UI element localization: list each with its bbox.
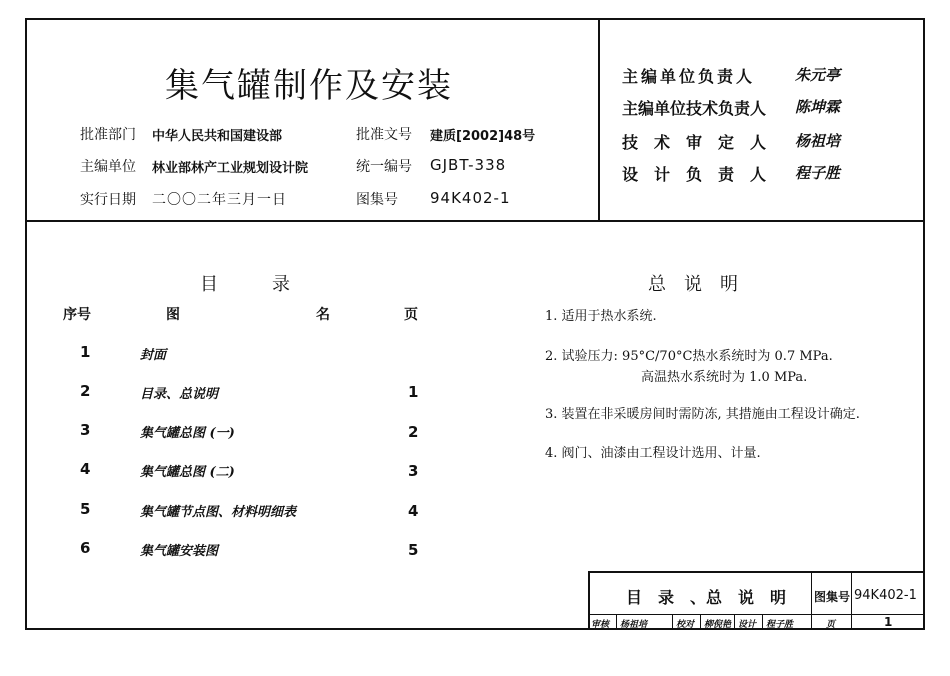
header-split-line (598, 18, 600, 221)
design-label: 设计 (738, 620, 757, 630)
header-divider (25, 220, 925, 222)
toc-row-no: 4 (80, 460, 91, 478)
sheet-title: 目 录 、总 说 明 (626, 588, 787, 607)
atlas-no-label: 图集号 (356, 192, 398, 208)
title-block-left-line (588, 571, 590, 630)
responsible-role-3: 技术审定人 (622, 133, 783, 152)
toc-row-name: 集气罐节点图、材料明细表 (140, 505, 297, 520)
title-block-mid-line (588, 614, 925, 615)
editor-unit-label: 主编单位 (80, 159, 136, 175)
toc-col-page: 页 (404, 307, 418, 323)
approval-doc-value: 建质[2002]48号 (430, 129, 536, 144)
toc-row-page: 4 (408, 502, 419, 520)
page-value: 1 (884, 615, 893, 629)
title-block-atlas-split (811, 571, 812, 630)
toc-row-name: 集气罐总图 (二) (140, 465, 235, 480)
title-block-sig-split-5 (762, 614, 763, 630)
title-block-top-line (588, 571, 925, 573)
toc-row-page: 2 (408, 423, 419, 441)
check-signature: 柳倪艳 (704, 620, 732, 630)
editor-unit-value: 林业部林产工业规划设计院 (152, 161, 309, 176)
title-block-sig-split-3 (700, 614, 701, 630)
note-item-1: 1. 适用于热水系统. (545, 309, 657, 324)
review-label: 审核 (591, 620, 610, 630)
effective-date-value: 二〇〇二年三月一日 (152, 192, 287, 208)
responsible-role-1: 主编单位负责人 (622, 67, 756, 86)
toc-row-page: 1 (408, 383, 419, 401)
note-item-2-cont: 高温热水系统时为 1.0 MPa. (641, 370, 808, 385)
note-item-3: 3. 装置在非采暖房间时需防冻, 其措施由工程设计确定. (545, 407, 860, 422)
toc-row-name: 目录、总说明 (140, 387, 219, 402)
toc-row-name: 集气罐总图 (一) (140, 426, 235, 441)
title-block (588, 571, 925, 630)
note-item-4: 4. 阀门、油漆由工程设计选用、计量. (545, 446, 761, 461)
page-label: 页 (826, 620, 836, 630)
notes-title: 总 说 明 (648, 274, 738, 295)
toc-row-name: 集气罐安装图 (140, 544, 219, 559)
atlas-title: 集气罐制作及安装 (165, 66, 453, 106)
responsible-signature-4: 程子胜 (795, 164, 841, 182)
title-block-atlas-label: 图集号 (814, 590, 851, 604)
check-label: 校对 (676, 620, 695, 630)
responsible-signature-3: 杨祖培 (795, 132, 841, 150)
atlas-no-value: 94K402-1 (430, 189, 511, 207)
note-item-2: 2. 试验压力: 95°C/70°C热水系统时为 0.7 MPa. (545, 349, 833, 364)
toc-row-no: 2 (80, 382, 91, 400)
toc-row-name: 封面 (140, 348, 167, 363)
toc-row-no: 3 (80, 421, 91, 439)
toc-col-name-2: 名 (316, 307, 330, 323)
unified-no-value: GJBT-338 (430, 156, 507, 174)
responsible-signature-2: 陈坤霖 (795, 98, 841, 116)
title-block-value-split (851, 571, 852, 630)
approval-dept-label: 批准部门 (80, 127, 136, 143)
drawing-frame (25, 18, 925, 630)
toc-row-no: 5 (80, 500, 91, 518)
unified-no-label: 统一编号 (356, 159, 412, 175)
effective-date-label: 实行日期 (80, 192, 136, 208)
toc-row-no: 1 (80, 343, 91, 361)
responsible-role-4: 设计负责人 (622, 165, 783, 184)
toc-row-page: 5 (408, 541, 419, 559)
toc-title: 目 录 (200, 274, 290, 295)
toc-col-no: 序号 (63, 307, 91, 323)
responsible-role-2: 主编单位技术负责人 (622, 99, 767, 118)
approval-dept-value: 中华人民共和国建设部 (152, 129, 283, 144)
title-block-sig-split-2 (672, 614, 673, 630)
title-block-sig-split-1 (616, 614, 617, 630)
review-signature: 杨祖培 (620, 620, 648, 630)
toc-row-page: 3 (408, 462, 419, 480)
title-block-atlas-value: 94K402-1 (854, 588, 917, 603)
responsible-signature-1: 朱元亭 (795, 66, 841, 84)
toc-row-no: 6 (80, 539, 91, 557)
title-block-sig-split-4 (734, 614, 735, 630)
approval-doc-label: 批准文号 (356, 127, 412, 143)
design-signature: 程子胜 (766, 620, 794, 630)
toc-col-name-1: 图 (166, 307, 180, 323)
